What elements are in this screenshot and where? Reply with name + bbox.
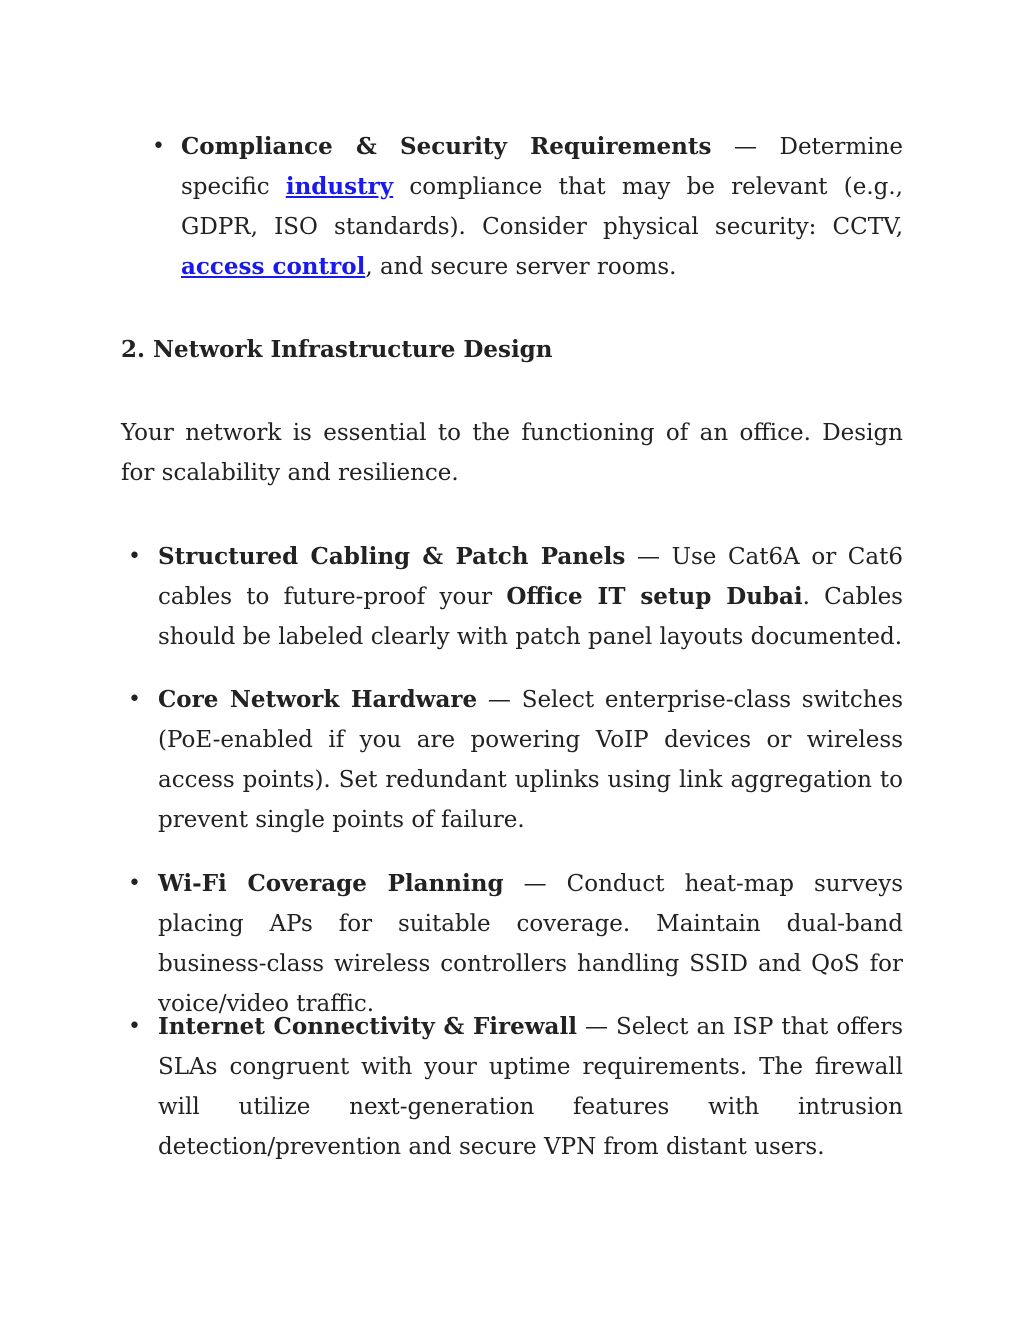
list-item-internet: [128, 1007, 904, 1167]
list-item-compliance: [152, 127, 903, 287]
item-text: Determine specific: [181, 134, 903, 200]
bullet-icon: •: [128, 1014, 141, 1039]
item-dash: —: [503, 871, 567, 897]
bullet-icon: •: [128, 871, 141, 896]
bullet-icon: •: [128, 687, 141, 712]
item-dash: —: [477, 687, 522, 713]
access-control-link[interactable]: access control: [181, 253, 366, 280]
item-text: Select an ISP that offers SLAs congruent with your uptime requirements. The firewall will utilize next-generation features with intrusion detection/prevention and secure VPN from distant users.: [158, 1014, 904, 1160]
item-title: Internet Connectivity & Firewall: [158, 1013, 577, 1040]
item-text: , and secure server rooms.: [365, 254, 677, 280]
item-title: Wi-Fi Coverage Planning: [158, 870, 504, 897]
list-item-core-network: [128, 680, 903, 840]
item-text: Conduct heat-map surveys placing APs for suitable coverage. Maintain dual-band business-class wireless controllers handling SSID and QoS for voice/video traffic.: [158, 871, 904, 1017]
section-heading: 2. Network Infrastructure Design: [121, 336, 553, 363]
list-item-cabling: [128, 537, 903, 657]
item-dash: —: [625, 544, 672, 570]
industry-link[interactable]: industry: [285, 173, 394, 200]
item-title: Compliance & Security Requirements: [181, 133, 712, 160]
item-dash: —: [711, 134, 780, 160]
item-text: Select enterprise-class switches (PoE-enabled if you are powering VoIP devices or wireless access points). Set redundant uplinks using link aggregation to prevent single points of failure.: [158, 687, 903, 833]
item-text: compliance that may be relevant (e.g., GDPR, ISO standards). Consider physical security: CCTV,: [181, 174, 903, 240]
intro-paragraph: Your network is essential to the functioning of an office. Design for scalability and resilience.: [121, 420, 903, 486]
item-text: Use Cat6A or Cat6 cables to future-proof your: [158, 544, 903, 610]
item-dash: —: [576, 1014, 616, 1040]
item-text: . Cables should be labeled clearly with patch panel layouts documented.: [158, 584, 903, 650]
bullet-icon: •: [128, 544, 141, 569]
item-title: Structured Cabling & Patch Panels: [158, 543, 626, 570]
bullet-icon: •: [152, 134, 165, 159]
item-title: Core Network Hardware: [158, 686, 478, 713]
item-bold-inline: Office IT setup Dubai: [506, 583, 803, 610]
list-item-wifi: [128, 864, 904, 1024]
